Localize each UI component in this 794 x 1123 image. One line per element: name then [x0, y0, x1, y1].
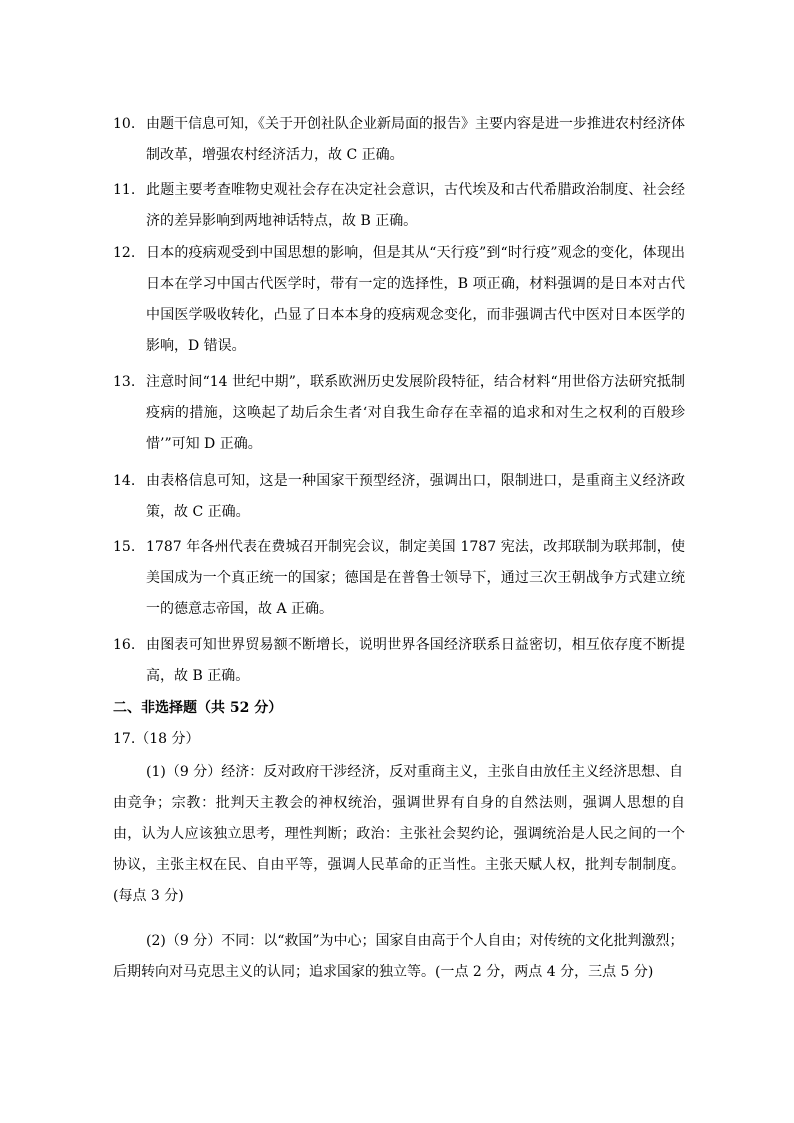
part-1-first-line: (1)（9 分）经济：反对政府干涉经济，反对重商主义，主张自由放任主义经济思想、自 — [146, 764, 684, 780]
answer-item-14 — [113, 466, 685, 528]
item-number: 16. — [113, 637, 136, 653]
item-number: 13. — [113, 374, 136, 390]
item-text: 由题干信息可知，《关于开创社队企业新局面的报告》主要内容是进一步推进农村经济体制改革，增强农村经济活力，故 C 正确。 — [146, 116, 685, 163]
question-17-part-1 — [113, 757, 685, 912]
question-17-part-2 — [113, 926, 685, 988]
item-number: 12. — [113, 245, 136, 261]
item-number: 15. — [113, 539, 136, 555]
answer-item-13 — [113, 367, 685, 460]
item-text: 1787 年各州代表在费城召开制宪会议，制定美国 1787 宪法，改邦联制为联邦制，使美国成为一个真正统一的国家；德国是在普鲁士领导下，通过三次王朝战争方式建立统一的德意志帝国，故 A 正确。 — [146, 539, 685, 617]
part-2-first-line: (2)（9 分）不同：以“救国”为中心；国家自由高于个人自由；对传统的文化批判激烈； — [146, 933, 684, 949]
answer-item-16 — [113, 630, 685, 692]
item-text: 由表格信息可知，这是一种国家干预型经济，强调出口，限制进口，是重商主义经济政策，故 C 正确。 — [146, 473, 685, 520]
item-text: 此题主要考查唯物史观社会存在决定社会意识，古代埃及和古代希腊政治制度、社会经济的差异影响到两地神话特点，故 B 正确。 — [146, 182, 685, 229]
answer-item-15 — [113, 532, 685, 625]
item-number: 10. — [113, 116, 136, 132]
item-text: 注意时间“14 世纪中期”，联系欧洲历史发展阶段特征，结合材料“用世俗方法研究抵制疫病的措施，这唤起了劫后余生者‘对自我生命存在幸福的追求和对生之权利的百般珍惜’”可知 D 正确。 — [146, 374, 685, 452]
item-number: 11. — [113, 182, 136, 198]
answer-item-10 — [113, 109, 685, 171]
question-17-heading: 17.（18 分） — [113, 731, 200, 747]
section-title: 二、非选择题（共 52 分） — [113, 700, 283, 716]
part-2-continuation: 后期转向对马克思主义的认同；追求国家的独立等。(一点 2 分，两点 4 分，三点 5 分) — [113, 964, 654, 980]
item-text: 日本的疫病观受到中国思想的影响，但是其从“天行疫”到“时行疫”观念的变化，体现出日本在学习中国古代医学时，带有一定的选择性，B 项正确，材料强调的是日本对古代中国医学吸收转化，凸显了日本本身的疫病观念变化，而非强调古代中医对日本医学的影响，D 错误。 — [146, 245, 685, 354]
part-1-continuation: 由竞争；宗教：批判天主教会的神权统治，强调世界有自身的自然法则，强调人思想的自由，认为人应该独立思考，理性判断；政治：主张社会契约论，强调统治是人民之间的一个协议，主张主权在民、自由平等，强调人民革命的正当性。主张天赋人权，批判专制制度。(每点 3 分) — [113, 795, 685, 904]
answer-item-12 — [113, 238, 685, 362]
item-number: 14. — [113, 473, 136, 489]
answer-item-11 — [113, 175, 685, 237]
item-text: 由图表可知世界贸易额不断增长，说明世界各国经济联系日益密切，相互依存度不断提高，故 B 正确。 — [146, 637, 685, 684]
